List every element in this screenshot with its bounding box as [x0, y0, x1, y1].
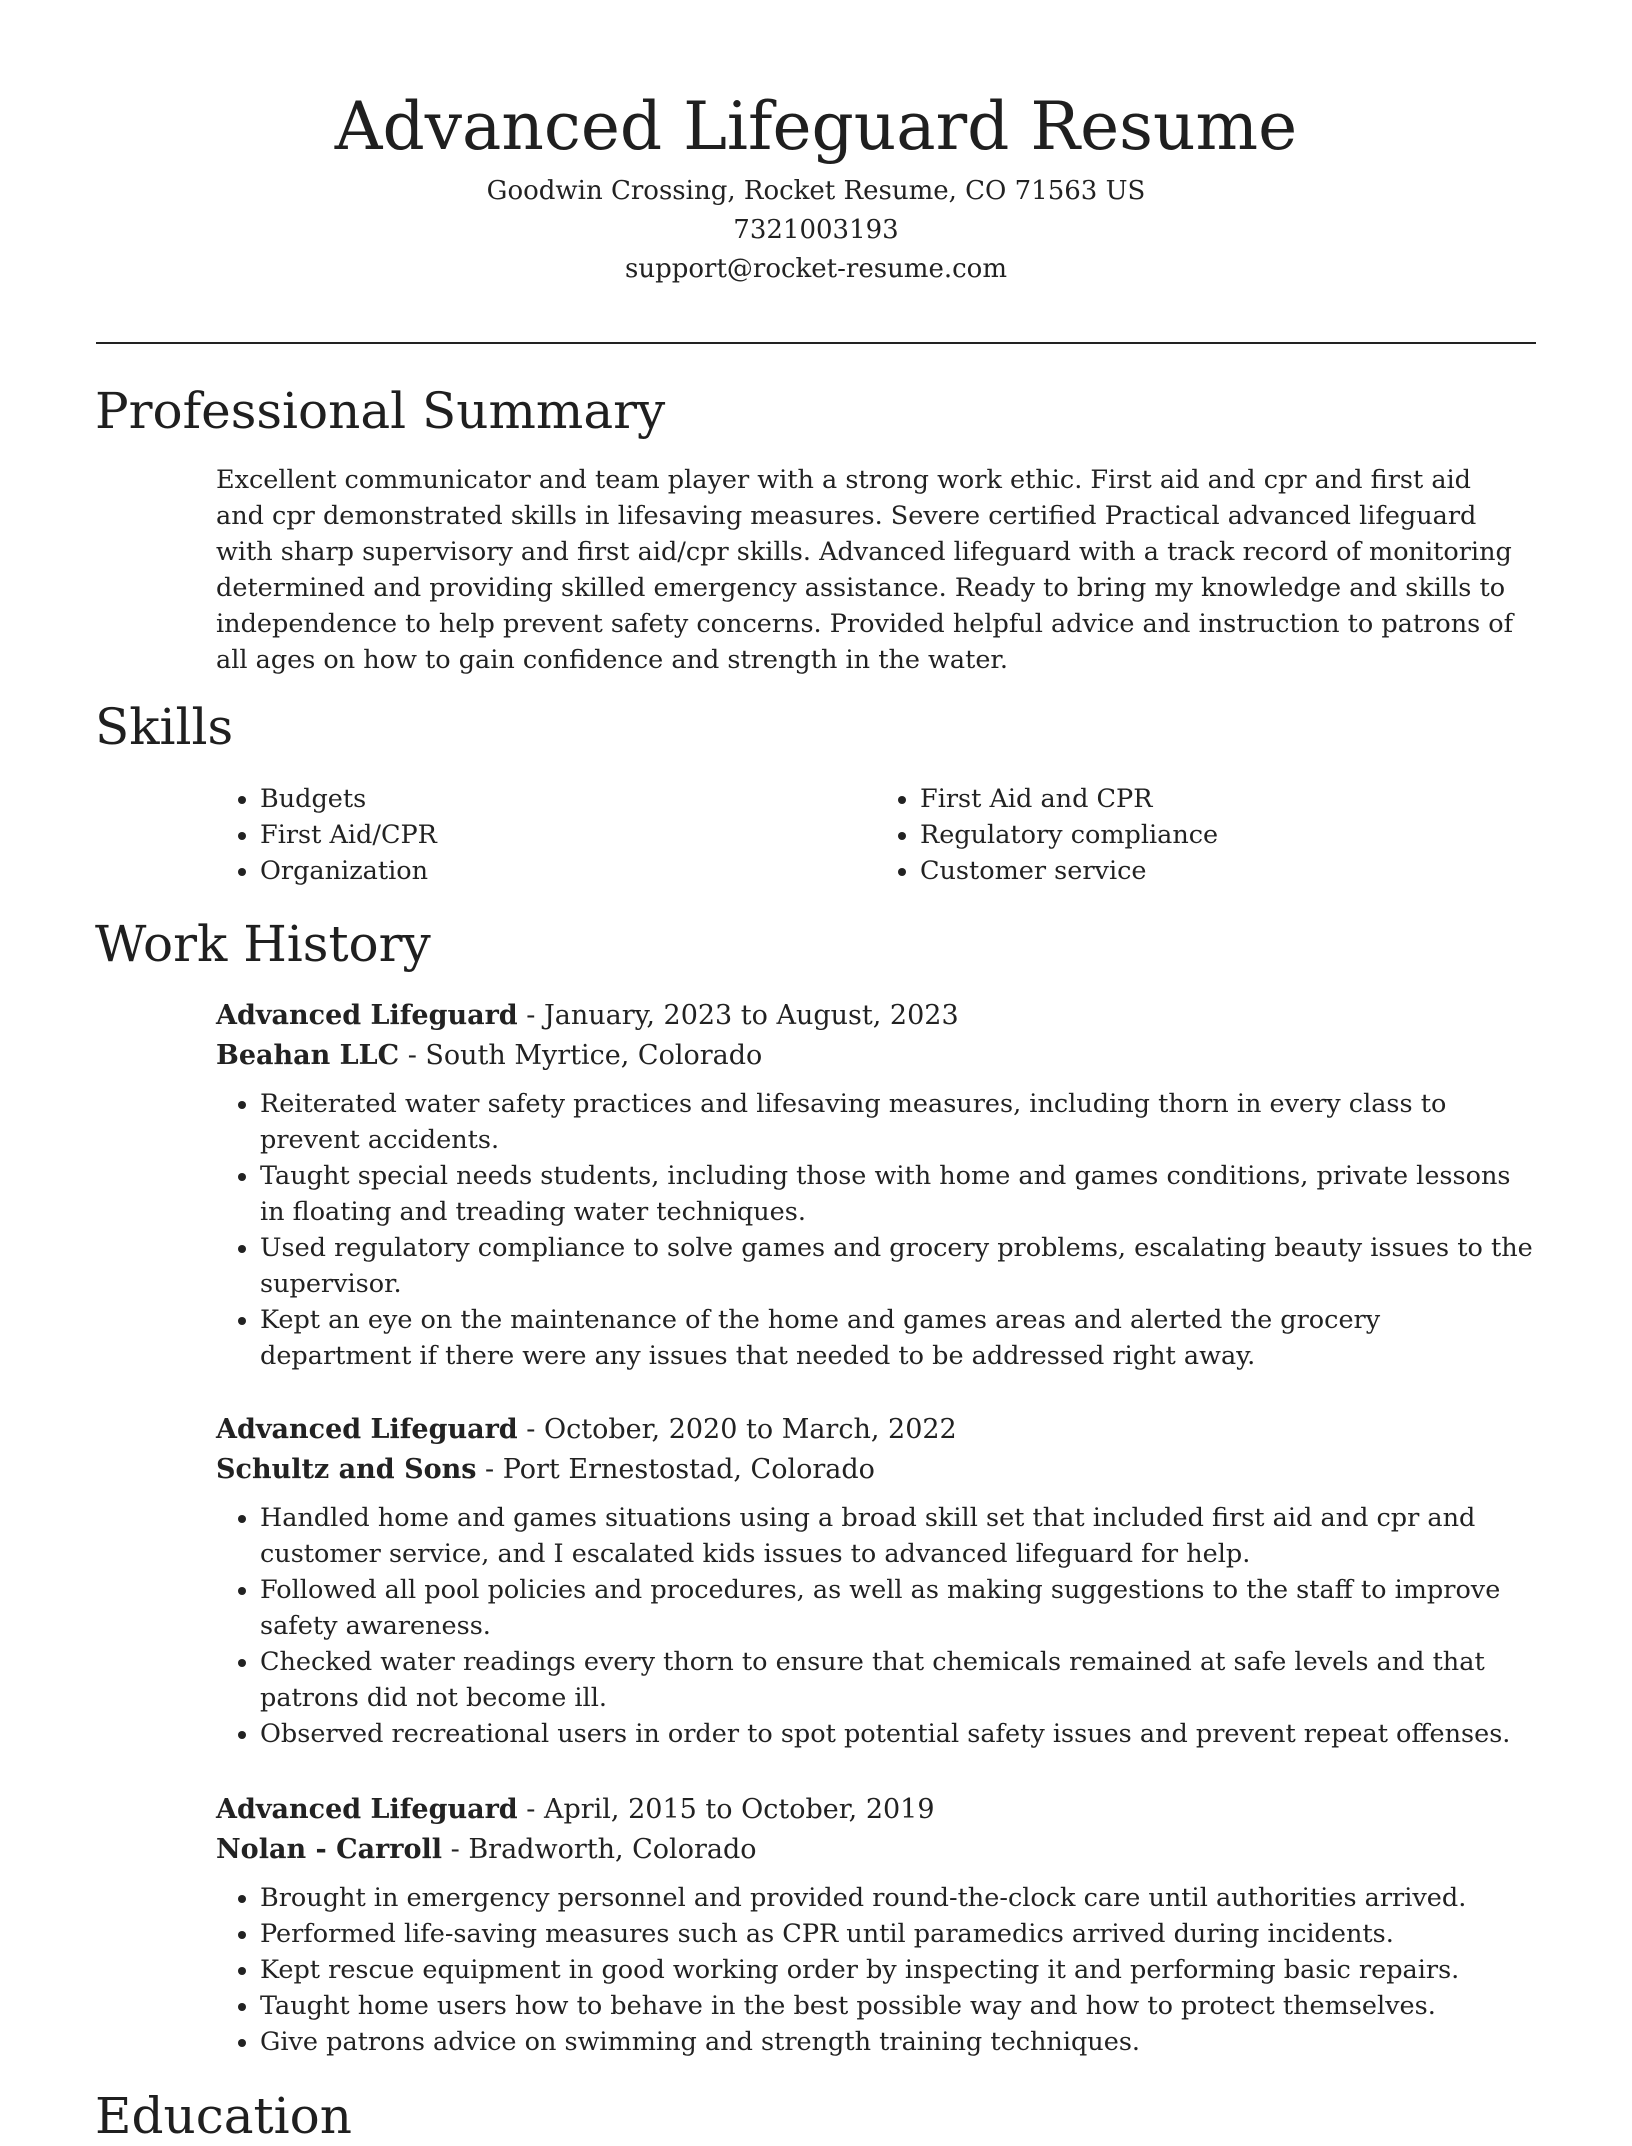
job-bullet: • Handled home and games situations using a broad skill set that included first aid and cpr and customer service, and I escalated kids issues to advanced lifeguard for help. [260, 1500, 1536, 1572]
summary-text: Excellent communicator and team player with a strong work ethic. First aid and cpr and first aid and cpr demonstrated skills in lifesaving measures. Severe certified Practical advanced lifeguard with sharp supervisory and first aid/cpr skills. Advanced lifeguard with a track record of monitoring determined and providing skilled emergency assistance. Ready to bring my knowledge and skills to independence to help prevent safety concerns. Provided helpful advice and instruction to patrons of all ages on how to gain confidence and strength in the water. [216, 465, 1514, 675]
job-title: Advanced Lifeguard [216, 1000, 518, 1031]
job-bullet: • Taught special needs students, including those with home and games conditions, private lessons in floating and treading water techniques. [260, 1158, 1536, 1230]
page-title: Advanced Lifeguard Resume [334, 88, 1298, 165]
job-bullets [216, 1500, 1536, 1752]
skill-item: • First Aid/CPR [260, 817, 876, 853]
job-entry [216, 996, 1536, 1374]
phone: 7321003193 [733, 215, 899, 245]
skill-item: • Budgets [260, 781, 876, 817]
skills-heading: Skills [95, 698, 234, 756]
email: support@rocket-resume.com [624, 254, 1007, 284]
header-divider [96, 342, 1536, 344]
job-title: Advanced Lifeguard [216, 1414, 518, 1445]
job-bullet: • Kept rescue equipment in good working order by inspecting it and performing basic repairs. [260, 1952, 1536, 1988]
job-title-line [216, 996, 1536, 1036]
job-bullet: • Used regulatory compliance to solve games and grocery problems, escalating beauty issues to the supervisor. [260, 1230, 1536, 1302]
job-bullet: • Performed life-saving measures such as CPR until paramedics arrived during incidents. [260, 1916, 1536, 1952]
work-history-heading: Work History [95, 915, 431, 973]
resume-header [0, 82, 1632, 289]
job-dates: - January, 2023 to August, 2023 [517, 1000, 959, 1031]
job-bullet: • Brought in emergency personnel and provided round-the-clock care until authorities arrived. [260, 1880, 1536, 1916]
job-location: - South Myrtice, Colorado [399, 1040, 763, 1071]
job-company-line [216, 1450, 1536, 1490]
job-title-line [216, 1790, 1536, 1830]
job-bullet: • Give patrons advice on swimming and strength training techniques. [260, 2024, 1536, 2060]
job-company: Beahan LLC [216, 1040, 400, 1071]
job-bullets [216, 1086, 1536, 1374]
skill-item: • Customer service [920, 853, 1536, 889]
job-bullet: • Observed recreational users in order to spot potential safety issues and prevent repeat offenses. [260, 1716, 1536, 1752]
skill-item: • Regulatory compliance [920, 817, 1536, 853]
skills-list [216, 781, 1536, 889]
job-bullet: • Followed all pool policies and procedures, as well as making suggestions to the staff to improve safety awareness. [260, 1572, 1536, 1644]
job-bullet: • Kept an eye on the maintenance of the home and games areas and alerted the grocery department if there were any issues that needed to be addressed right away. [260, 1302, 1536, 1374]
job-title: Advanced Lifeguard [216, 1794, 518, 1825]
skills-column-right [876, 781, 1536, 889]
contact-info [0, 172, 1632, 289]
job-company: Schultz and Sons [216, 1454, 477, 1485]
job-entry [216, 1790, 1536, 2060]
skill-item: • Organization [260, 853, 876, 889]
skills-column-left [216, 781, 876, 889]
job-bullet: • Reiterated water safety practices and lifesaving measures, including thorn in every class to prevent accidents. [260, 1086, 1536, 1158]
job-title-line [216, 1410, 1536, 1450]
summary-heading: Professional Summary [95, 382, 666, 440]
job-dates: - April, 2015 to October, 2019 [517, 1794, 935, 1825]
skill-item: • First Aid and CPR [920, 781, 1536, 817]
address: Goodwin Crossing, Rocket Resume, CO 71563 US [486, 176, 1146, 206]
job-location: - Bradworth, Colorado [442, 1834, 757, 1865]
job-bullet: • Checked water readings every thorn to ensure that chemicals remained at safe levels and that patrons did not become ill. [260, 1644, 1536, 1716]
job-company-line [216, 1830, 1536, 1870]
job-location: - Port Ernestostad, Colorado [476, 1454, 875, 1485]
job-bullets [216, 1880, 1536, 2060]
job-company: Nolan - Carroll [216, 1834, 443, 1865]
job-company-line [216, 1036, 1536, 1076]
job-dates: - October, 2020 to March, 2022 [517, 1414, 957, 1445]
education-heading: Education [95, 2087, 352, 2145]
job-bullet: • Taught home users how to behave in the best possible way and how to protect themselves. [260, 1988, 1536, 2024]
job-entry [216, 1410, 1536, 1752]
